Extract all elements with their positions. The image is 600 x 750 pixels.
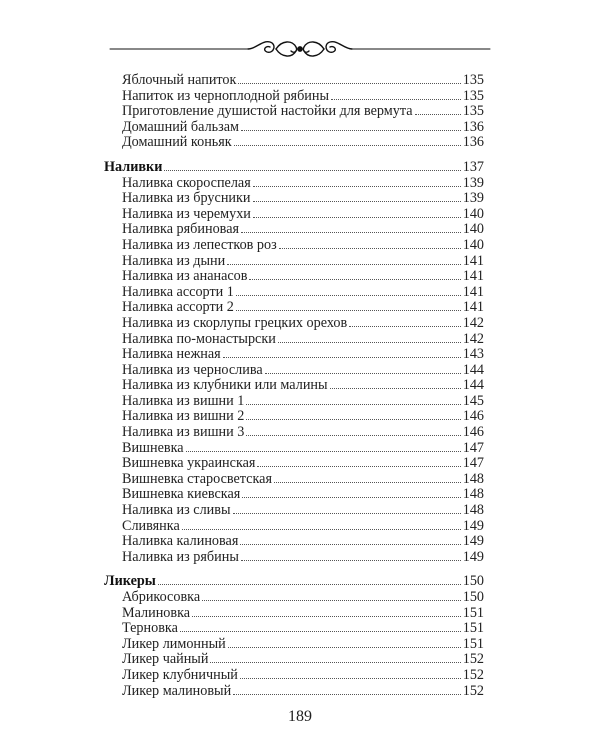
toc-entry-page: 147 [462,439,484,456]
toc-entry [104,175,484,191]
toc-entry [104,471,484,487]
toc-entry-label: Наливка из чернослива [122,361,263,378]
dot-leader [238,72,460,84]
toc-entry-page: 148 [462,470,484,487]
dot-leader [246,393,460,405]
dot-leader [253,175,461,187]
toc-entry-page: 152 [462,666,484,683]
toc-entry-label: Наливка из скорлупы грецких орехов [122,314,348,331]
toc-entry-page: 140 [462,221,484,238]
toc-entry-page: 152 [462,682,484,699]
dot-leader [349,315,461,327]
dot-leader [240,667,461,679]
toc-entry-page: 146 [462,408,484,425]
toc-entry-label: Наливка из клубники или малины [122,377,328,394]
toc-entry-label: Наливка из лепестков роз [122,236,277,253]
toc-entry [104,299,484,315]
dot-leader [274,471,461,483]
toc-entry [104,268,484,284]
toc-entry [104,253,484,269]
toc-entry [104,502,484,518]
toc-entry-label: Вишневка киевская [122,486,241,503]
toc-entry [104,377,484,393]
toc-entry-page: 147 [462,455,484,472]
dot-leader [241,549,461,561]
toc-entry-page: 150 [462,589,484,605]
toc-entry-label: Ликер клубничный [122,666,238,683]
toc-entry-page: 148 [462,486,484,503]
dot-leader [253,190,461,202]
dot-leader [180,620,461,632]
dot-leader [253,206,461,218]
dot-leader [241,119,461,131]
dot-leader [186,440,461,452]
toc-entry [104,683,484,699]
toc-entry-page: 151 [462,620,484,637]
toc-entry-label: Наливка калиновая [122,533,239,550]
toc-entry-label: Наливка по-монастырски [122,330,276,347]
toc-entry-label: Сливянка [122,517,180,534]
toc-entry-page: 142 [462,330,484,347]
toc-entry-label: Напиток из черноплодной рябины [122,87,329,104]
dot-leader [330,377,461,389]
dot-leader [246,408,460,420]
toc-entry-label: Наливка из сливы [122,502,231,519]
toc-entry-label: Наливка рябиновая [122,221,240,238]
toc-entry [104,667,484,683]
section-gap [104,150,484,159]
toc-entry [104,134,484,150]
toc-entry [104,237,484,253]
toc-entry-label: Яблочный напиток [122,72,237,88]
toc-entry-page: 141 [462,299,484,316]
toc-entry-label: Терновка [122,620,178,637]
toc-entry [104,486,484,502]
toc-entry [104,362,484,378]
toc-section-heading-label: Ликеры [104,573,156,590]
toc-entry-label: Наливка из брусники [122,190,251,207]
toc-entry-page: 135 [462,72,484,88]
toc-entry-label: Ликер чайный [122,651,209,668]
toc-entry-label: Приготовление душистой настойки для вермута [122,103,413,120]
toc-entry-page: 139 [462,190,484,207]
toc-entry-label: Наливка скороспелая [122,174,251,191]
toc-entry-page: 146 [462,424,484,441]
toc-entry-label: Вишневка [122,439,184,456]
dot-leader [415,103,461,115]
dot-leader [242,486,460,498]
toc-entry-page: 149 [462,533,484,550]
toc-entry [104,589,484,605]
dot-leader [249,268,460,280]
toc-entry-page: 143 [462,346,484,363]
toc-entry [104,651,484,667]
toc-entry-label: Наливка нежная [122,346,221,363]
toc-entry-page: 141 [462,283,484,300]
toc-entry [104,103,484,119]
toc-section-heading [104,573,484,589]
toc-section-heading-label: Наливки [104,158,163,175]
decorative-ornament-icon [0,28,600,68]
toc-entry [104,221,484,237]
toc-entry-page: 144 [462,377,484,394]
toc-entry-label: Вишневка старосветская [122,470,272,487]
toc-entry [104,408,484,424]
toc-entry [104,88,484,104]
toc-entry [104,393,484,409]
toc-entry-page: 139 [462,174,484,191]
toc-entry-label: Домашний бальзам [122,118,239,135]
toc-entry [104,549,484,565]
toc-entry-label: Наливка из черемухи [122,205,251,222]
toc-entry-page: 136 [462,118,484,135]
dot-leader [223,346,461,358]
toc-section-heading-page: 150 [462,573,484,590]
dot-leader [210,651,460,663]
dot-leader [227,253,460,265]
dot-leader [158,573,461,585]
toc-entry-label: Ликер лимонный [122,635,226,652]
toc-entry-page: 151 [462,635,484,652]
toc-entry [104,440,484,456]
toc-entry-page: 141 [462,268,484,285]
toc-entry-page: 140 [462,205,484,222]
toc-entry-page: 152 [462,651,484,668]
dot-leader [233,683,461,695]
toc-entry [104,424,484,440]
dot-leader [265,362,461,374]
dot-leader [192,605,461,617]
toc-entry-label: Наливка из дыни [122,252,226,269]
toc-entry-page: 149 [462,548,484,565]
dot-leader [257,455,460,467]
toc-entry [104,206,484,222]
dot-leader [164,159,460,171]
toc-entry-page: 141 [462,252,484,269]
dot-leader [234,134,461,146]
toc-entry-label: Наливка из вишни 3 [122,424,245,441]
toc-entry-label: Наливка ассорти 2 [122,299,234,316]
toc-entry [104,284,484,300]
toc-entry-label: Наливка из рябины [122,548,239,565]
dot-leader [236,299,461,311]
toc-entry-label: Домашний коньяк [122,134,232,151]
toc-entry-label: Наливка из вишни 2 [122,408,245,425]
toc-entry-label: Наливка ассорти 1 [122,283,234,300]
toc-entry [104,190,484,206]
toc-entry-page: 144 [462,361,484,378]
dot-leader [228,636,461,648]
toc-entry [104,455,484,471]
toc-entry-page: 145 [462,392,484,409]
toc-entry [104,72,484,88]
dot-leader [202,589,461,601]
dot-leader [246,424,460,436]
dot-leader [182,518,461,530]
toc-entry [104,315,484,331]
dot-leader [278,331,461,343]
dot-leader [240,533,460,545]
toc-entry-page: 140 [462,236,484,253]
toc-entry-page: 148 [462,502,484,519]
page-number: 189 [288,708,312,725]
toc-entry [104,346,484,362]
toc-section-heading-page: 137 [462,158,484,175]
toc-entry-page: 135 [462,87,484,104]
table-of-contents [104,72,484,698]
toc-entry [104,620,484,636]
toc-entry-page: 136 [462,134,484,151]
dot-leader [241,221,461,233]
toc-entry [104,518,484,534]
toc-entry-label: Вишневка украинская [122,455,256,472]
toc-entry-label: Наливка из ананасов [122,268,248,285]
dot-leader [279,237,461,249]
toc-entry [104,331,484,347]
dot-leader [331,88,461,100]
toc-entry-label: Наливка из вишни 1 [122,392,245,409]
toc-entry-page: 151 [462,604,484,621]
toc-entry [104,636,484,652]
toc-entry-label: Абрикосовка [122,589,201,605]
toc-section-heading [104,159,484,175]
dot-leader [233,502,461,514]
toc-entry-page: 149 [462,517,484,534]
toc-entry-label: Ликер малиновый [122,682,232,699]
toc-entry [104,605,484,621]
toc-entry [104,119,484,135]
toc-entry [104,533,484,549]
dot-leader [236,284,461,296]
toc-entry-label: Малиновка [122,604,191,621]
section-gap [104,564,484,573]
toc-entry-page: 142 [462,314,484,331]
toc-entry-page: 135 [462,103,484,120]
